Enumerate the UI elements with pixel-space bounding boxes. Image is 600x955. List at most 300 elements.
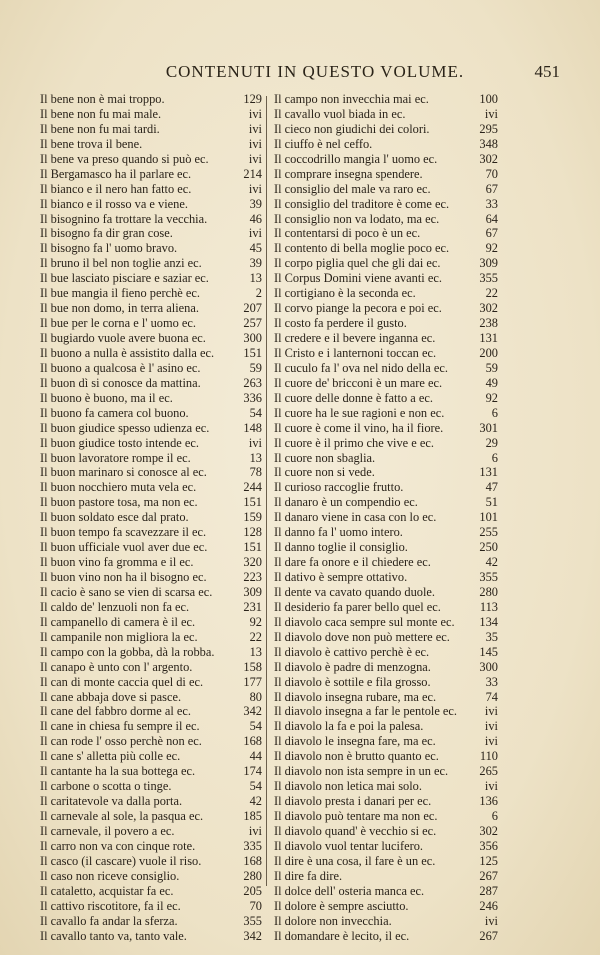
index-entry xyxy=(274,914,498,929)
entry-page-number: ivi xyxy=(248,181,262,196)
entry-text: Il diavolo non letica mai solo. xyxy=(274,779,422,794)
index-entry xyxy=(274,301,498,316)
entry-text: Il buon nocchiero muta vela ec. xyxy=(40,480,197,495)
entry-page-number: ivi xyxy=(248,226,262,241)
entry-text: Il cuore è come il vino, ha il fiore. xyxy=(274,420,444,435)
entry-text: Il cavallo vuol biada in ec. xyxy=(274,106,406,121)
entry-page-number: 151 xyxy=(243,540,262,555)
entry-page-number: 45 xyxy=(249,241,262,256)
index-entry xyxy=(274,152,498,167)
index-entry xyxy=(274,899,498,914)
index-entry xyxy=(274,436,498,451)
entry-page-number: 13 xyxy=(249,271,262,286)
entry-page-number: 159 xyxy=(243,510,262,525)
entry-text: Il cacio è sano se vien di scarsa ec. xyxy=(40,584,213,599)
running-title: CONTENUTI IN QUESTO VOLUME. xyxy=(165,62,465,81)
index-entry xyxy=(40,167,262,182)
entry-text: Il caldo de' lenzuoli non fa ec. xyxy=(40,599,190,614)
index-entry xyxy=(40,809,262,824)
entry-page-number: 302 xyxy=(479,151,498,166)
entry-text: Il diavolo la fa e poi la palesa. xyxy=(274,719,424,734)
entry-page-number: 255 xyxy=(479,525,498,540)
page-header xyxy=(40,62,560,84)
index-entry xyxy=(274,719,498,734)
index-entry xyxy=(40,122,262,137)
entry-page-number: 92 xyxy=(485,390,498,405)
entry-text: Il campo non invecchia mai ec. xyxy=(274,92,429,106)
entry-text: Il diavolo caca sempre sul monte ec. xyxy=(274,614,455,629)
index-entry xyxy=(274,570,498,585)
index-entry xyxy=(274,869,498,884)
entry-page-number: 348 xyxy=(479,136,498,151)
entry-text: Il buon giudice tosto intende ec. xyxy=(40,435,199,450)
index-entry xyxy=(274,212,498,227)
entry-page-number: 355 xyxy=(243,913,262,928)
entry-page-number: 54 xyxy=(249,719,262,734)
entry-text: Il bue lasciato pisciare e saziar ec. xyxy=(40,271,209,286)
index-entry xyxy=(40,540,262,555)
entry-page-number: 110 xyxy=(479,749,498,764)
entry-text: Il cantante ha la sua bottega ec. xyxy=(40,764,196,779)
entry-text: Il buono a qualcosa è l' asino ec. xyxy=(40,360,201,375)
entry-page-number: 356 xyxy=(479,838,498,853)
index-entry xyxy=(274,361,498,376)
index-entry xyxy=(40,346,262,361)
entry-text: Il corvo piange la pecora e poi ec. xyxy=(274,301,442,316)
entry-text: Il dolce dell' osteria manca ec. xyxy=(274,883,425,898)
entry-page-number: 223 xyxy=(243,570,262,584)
index-entry xyxy=(274,525,498,540)
index-entry xyxy=(274,510,498,525)
entry-text: Il cavallo tanto va, tanto vale. xyxy=(40,928,187,943)
entry-page-number: 336 xyxy=(243,390,262,405)
entry-page-number: 280 xyxy=(479,584,498,599)
entry-text: Il cattivo riscotitore, fa il ec. xyxy=(40,898,181,913)
index-entry xyxy=(274,630,498,645)
entry-page-number: 70 xyxy=(249,898,262,913)
index-entry xyxy=(40,749,262,764)
entry-text: Il diavolo è padre di menzogna. xyxy=(274,659,431,674)
index-entry xyxy=(40,465,262,480)
entry-text: Il bene trova il bene. xyxy=(40,136,143,151)
entry-text: Il buon lavoratore rompe il ec. xyxy=(40,450,191,465)
entry-page-number: 78 xyxy=(249,465,262,480)
entry-text: Il dire fa dire. xyxy=(274,868,343,883)
index-entry xyxy=(274,241,498,256)
index-entry xyxy=(274,182,498,197)
entry-page-number: 22 xyxy=(485,286,498,301)
entry-text: Il canapo è unto con l' argento. xyxy=(40,659,193,674)
entry-text: Il curioso raccoglie frutto. xyxy=(274,480,404,495)
index-entry xyxy=(40,361,262,376)
index-entry xyxy=(274,884,498,899)
entry-text: Il diavolo insegna rubare, ma ec. xyxy=(274,689,437,704)
index-entry xyxy=(40,107,262,122)
index-entry xyxy=(274,734,498,749)
page-number: 451 xyxy=(534,62,560,81)
index-entry xyxy=(40,869,262,884)
entry-page-number: 207 xyxy=(243,301,262,316)
index-entry xyxy=(274,645,498,660)
entry-text: Il diavolo le insegna fare, ma ec. xyxy=(274,734,436,749)
entry-text: Il cieco non giudichi dei colori. xyxy=(274,121,430,136)
entry-text: Il bisognino fa trottare la vecchia. xyxy=(40,211,208,226)
entry-text: Il costo fa perdere il gusto. xyxy=(274,316,407,331)
index-entry xyxy=(274,824,498,839)
index-entry xyxy=(40,495,262,510)
entry-text: Il desiderio fa parer bello quel ec. xyxy=(274,599,441,614)
entry-text: Il cuore ha le sue ragioni e non ec. xyxy=(274,405,445,420)
index-entry xyxy=(274,92,498,107)
entry-page-number: 267 xyxy=(479,928,498,943)
entry-text: Il bue per le corna e l' uomo ec. xyxy=(40,316,197,331)
index-entry xyxy=(274,376,498,391)
entry-page-number: ivi xyxy=(248,136,262,151)
entry-page-number: 158 xyxy=(243,659,262,674)
entry-page-number: 39 xyxy=(249,196,262,211)
index-entry xyxy=(40,137,262,152)
index-entry xyxy=(40,301,262,316)
entry-page-number: 49 xyxy=(485,375,498,390)
index-entry xyxy=(40,406,262,421)
entry-page-number: ivi xyxy=(248,151,262,166)
entry-page-number: ivi xyxy=(484,779,498,794)
entry-page-number: 257 xyxy=(243,316,262,331)
index-entry xyxy=(274,391,498,406)
entry-text: Il cavallo fa andar la sferza. xyxy=(40,913,178,928)
entry-text: Il bene va preso quando si può ec. xyxy=(40,151,209,166)
entry-page-number: 42 xyxy=(249,794,262,809)
entry-page-number: 302 xyxy=(479,301,498,316)
index-entry xyxy=(274,704,498,719)
entry-page-number: 2 xyxy=(255,286,262,301)
entry-page-number: 59 xyxy=(485,360,498,375)
index-entry xyxy=(274,615,498,630)
index-entry xyxy=(40,182,262,197)
index-entry xyxy=(40,779,262,794)
entry-text: Il ciuffo è nel ceffo. xyxy=(274,136,373,151)
index-entry xyxy=(40,480,262,495)
entry-page-number: ivi xyxy=(484,704,498,719)
entry-text: Il Bergamasco ha il parlare ec. xyxy=(40,166,192,181)
entry-text: Il cane s' alletta più colle ec. xyxy=(40,749,181,764)
index-entry xyxy=(274,779,498,794)
index-entry xyxy=(274,809,498,824)
entry-text: Il cuore non si vede. xyxy=(274,465,375,480)
entry-text: Il cane in chiesa fu sempre il ec. xyxy=(40,719,200,734)
entry-page-number: 168 xyxy=(243,853,262,868)
index-entry xyxy=(40,391,262,406)
entry-text: Il Corpus Domini viene avanti ec. xyxy=(274,271,442,286)
index-entry xyxy=(40,645,262,660)
entry-page-number: 101 xyxy=(479,510,498,525)
entry-page-number: 148 xyxy=(243,420,262,435)
entry-page-number: 33 xyxy=(485,196,498,211)
entry-page-number: 6 xyxy=(491,450,498,465)
entry-page-number: 168 xyxy=(243,734,262,749)
entry-text: Il Cristo e i lanternoni toccan ec. xyxy=(274,345,437,360)
index-entry xyxy=(40,241,262,256)
entry-text: Il buon pastore tosa, ma non ec. xyxy=(40,495,198,510)
left-column xyxy=(40,92,262,943)
entry-page-number: 70 xyxy=(485,166,498,181)
index-entry xyxy=(40,256,262,271)
index-entry xyxy=(274,675,498,690)
index-entry xyxy=(274,406,498,421)
entry-text: Il contentarsi di poco è un ec. xyxy=(274,226,421,241)
entry-page-number: 13 xyxy=(249,450,262,465)
entry-text: Il buono a nulla è assistito dalla ec. xyxy=(40,345,215,360)
entry-page-number: 46 xyxy=(249,211,262,226)
entry-text: Il cane abbaja dove si pasce. xyxy=(40,689,182,704)
index-entry xyxy=(40,376,262,391)
entry-page-number: 263 xyxy=(243,375,262,390)
entry-page-number: 59 xyxy=(249,360,262,375)
entry-text: Il buon marinaro si conosce al ec. xyxy=(40,465,207,480)
index-entry xyxy=(274,764,498,779)
index-entry xyxy=(274,346,498,361)
entry-text: Il buon giudice spesso udienza ec. xyxy=(40,420,210,435)
index-entry xyxy=(40,197,262,212)
entry-page-number: 355 xyxy=(479,570,498,584)
index-entry xyxy=(40,316,262,331)
entry-page-number: 125 xyxy=(479,853,498,868)
entry-text: Il diavolo può tentare ma non ec. xyxy=(274,809,438,823)
entry-page-number: 295 xyxy=(479,121,498,136)
index-entry xyxy=(40,764,262,779)
entry-text: Il dare fa onore e il chiedere ec. xyxy=(274,555,431,570)
entry-text: Il cuore de' bricconi è un mare ec. xyxy=(274,375,443,390)
index-entry xyxy=(274,690,498,705)
index-entry xyxy=(274,929,498,944)
entry-page-number: 185 xyxy=(243,809,262,823)
entry-page-number: 250 xyxy=(479,540,498,555)
entry-text: Il danno toglie il consiglio. xyxy=(274,540,408,555)
index-entry xyxy=(40,690,262,705)
right-column xyxy=(274,92,498,943)
index-entry xyxy=(40,719,262,734)
entry-text: Il bene non è mai troppo. xyxy=(40,92,165,106)
entry-page-number: ivi xyxy=(248,823,262,838)
index-entry xyxy=(40,451,262,466)
index-entry xyxy=(274,271,498,286)
entry-text: Il coccodrillo mangia l' uomo ec. xyxy=(274,151,438,166)
entry-text: Il cane del fabbro dorme al ec. xyxy=(40,704,192,719)
index-entry xyxy=(40,92,262,107)
index-entry xyxy=(40,884,262,899)
entry-text: Il diavolo vuol tentar lucifero. xyxy=(274,838,423,853)
entry-text: Il comprare insegna spendere. xyxy=(274,166,423,181)
index-entry xyxy=(274,495,498,510)
entry-text: Il diavolo non è brutto quanto ec. xyxy=(274,749,439,764)
entry-page-number: 67 xyxy=(485,181,498,196)
entry-page-number: 128 xyxy=(243,525,262,540)
entry-page-number: 238 xyxy=(479,316,498,331)
index-entry xyxy=(274,854,498,869)
index-entry xyxy=(40,704,262,719)
entry-page-number: 134 xyxy=(479,614,498,629)
entry-page-number: 64 xyxy=(485,211,498,226)
index-entry xyxy=(40,675,262,690)
index-entry xyxy=(274,137,498,152)
index-entry xyxy=(274,421,498,436)
index-entry xyxy=(274,600,498,615)
index-entry xyxy=(274,167,498,182)
entry-page-number: ivi xyxy=(484,106,498,121)
entry-page-number: 200 xyxy=(479,345,498,360)
entry-page-number: 151 xyxy=(243,495,262,510)
entry-page-number: 13 xyxy=(249,644,262,659)
entry-text: Il bisogno fa l' uomo bravo. xyxy=(40,241,178,256)
entry-page-number: 100 xyxy=(479,92,498,106)
entry-page-number: 301 xyxy=(479,420,498,435)
entry-page-number: 280 xyxy=(243,868,262,883)
index-entry xyxy=(40,824,262,839)
index-entry xyxy=(40,286,262,301)
entry-text: Il bugiardo vuole avere buona ec. xyxy=(40,331,206,345)
entry-text: Il buon vino non ha il bisogno ec. xyxy=(40,570,207,584)
entry-text: Il cuore non sbaglia. xyxy=(274,450,376,465)
entry-text: Il carro non va con cinque rote. xyxy=(40,838,196,853)
entry-text: Il caso non riceve consiglio. xyxy=(40,868,180,883)
entry-text: Il caritatevole va dalla porta. xyxy=(40,794,183,809)
entry-page-number: 51 xyxy=(485,495,498,510)
entry-text: Il danno fa l' uomo intero. xyxy=(274,525,403,540)
entry-page-number: 74 xyxy=(485,689,498,704)
entry-page-number: 113 xyxy=(479,599,498,614)
entry-page-number: 151 xyxy=(243,345,262,360)
index-entry xyxy=(274,197,498,212)
entry-page-number: 335 xyxy=(243,838,262,853)
entry-text: Il diavolo non ista sempre in un ec. xyxy=(274,764,449,779)
entry-page-number: 177 xyxy=(243,674,262,689)
entry-page-number: ivi xyxy=(484,734,498,749)
index-entry xyxy=(40,152,262,167)
entry-page-number: 136 xyxy=(479,794,498,809)
entry-page-number: ivi xyxy=(248,106,262,121)
entry-text: Il dolore non invecchia. xyxy=(274,913,392,928)
entry-text: Il carnevale, il povero a ec. xyxy=(40,823,175,838)
entry-page-number: 174 xyxy=(243,764,262,779)
entry-text: Il buon ufficiale vuol aver due ec. xyxy=(40,540,208,555)
entry-page-number: 39 xyxy=(249,256,262,271)
index-entry xyxy=(40,630,262,645)
entry-text: Il bianco e il nero han fatto ec. xyxy=(40,181,192,196)
index-entry xyxy=(274,585,498,600)
index-entry xyxy=(40,600,262,615)
entry-text: Il casco (il cascare) vuole il riso. xyxy=(40,853,202,868)
entry-page-number: 342 xyxy=(243,928,262,943)
entry-text: Il danaro viene in casa con lo ec. xyxy=(274,510,437,525)
index-entry xyxy=(40,570,262,585)
index-entry xyxy=(274,451,498,466)
index-entry xyxy=(40,331,262,346)
index-entry xyxy=(274,839,498,854)
entry-page-number: 22 xyxy=(249,629,262,644)
entry-text: Il domandare è lecito, il ec. xyxy=(274,928,410,943)
entry-text: Il buono fa camera col buono. xyxy=(40,405,189,420)
index-entry xyxy=(274,749,498,764)
entry-text: Il bisogno fa dir gran cose. xyxy=(40,226,173,241)
entry-page-number: 92 xyxy=(485,241,498,256)
entry-text: Il buon tempo fa scavezzare il ec. xyxy=(40,525,207,540)
column-divider xyxy=(266,96,267,886)
entry-page-number: ivi xyxy=(484,719,498,734)
index-entry xyxy=(40,525,262,540)
entry-page-number: 54 xyxy=(249,779,262,794)
index-entry xyxy=(40,914,262,929)
index-columns xyxy=(40,92,572,943)
entry-text: Il danaro è un compendio ec. xyxy=(274,495,418,510)
index-entry xyxy=(274,122,498,137)
entry-page-number: 54 xyxy=(249,405,262,420)
index-entry xyxy=(274,794,498,809)
entry-text: Il bianco e il rosso va e viene. xyxy=(40,196,188,211)
index-entry xyxy=(40,555,262,570)
index-entry xyxy=(274,256,498,271)
entry-page-number: 92 xyxy=(249,614,262,629)
entry-page-number: 309 xyxy=(243,584,262,599)
index-entry xyxy=(274,331,498,346)
entry-page-number: 267 xyxy=(479,868,498,883)
entry-text: Il contento di bella moglie poco ec. xyxy=(274,241,450,256)
entry-text: Il bue mangia il fieno perchè ec. xyxy=(40,286,200,301)
entry-text: Il cataletto, acquistar fa ec. xyxy=(40,883,174,898)
entry-page-number: 300 xyxy=(243,331,262,345)
entry-text: Il buon soldato esce dal prato. xyxy=(40,510,189,525)
entry-text: Il cuore è il primo che vive e ec. xyxy=(274,435,434,450)
entry-page-number: 145 xyxy=(479,644,498,659)
index-entry xyxy=(40,854,262,869)
entry-text: Il buon vino fa gromma e il ec. xyxy=(40,555,194,570)
entry-page-number: 131 xyxy=(479,331,498,345)
entry-text: Il cuore delle donne è fatto a ec. xyxy=(274,390,433,405)
entry-text: Il carbone o scotta o tinge. xyxy=(40,779,172,794)
entry-page-number: 309 xyxy=(479,256,498,271)
entry-text: Il diavolo insegna a far le pentole ec. xyxy=(274,704,458,719)
entry-text: Il diavolo quand' è vecchio si ec. xyxy=(274,823,437,838)
entry-page-number: 246 xyxy=(479,898,498,913)
entry-page-number: 287 xyxy=(479,883,498,898)
entry-page-number: 231 xyxy=(243,599,262,614)
entry-page-number: 35 xyxy=(485,629,498,644)
entry-page-number: 355 xyxy=(479,271,498,286)
entry-page-number: 67 xyxy=(485,226,498,241)
entry-text: Il can rode l' osso perchè non ec. xyxy=(40,734,202,749)
entry-text: Il campo con la gobba, dà la robba. xyxy=(40,644,215,659)
entry-page-number: 320 xyxy=(243,555,262,570)
entry-page-number: 342 xyxy=(243,704,262,719)
entry-text: Il diavolo presta i danari per ec. xyxy=(274,794,432,809)
index-entry xyxy=(274,540,498,555)
entry-page-number: 42 xyxy=(485,555,498,570)
entry-text: Il bruno il bel non toglie anzi ec. xyxy=(40,256,202,271)
index-entry xyxy=(40,615,262,630)
index-entry xyxy=(40,421,262,436)
entry-text: Il dente va cavato quando duole. xyxy=(274,584,436,599)
entry-text: Il campanello di camera è il ec. xyxy=(40,614,196,629)
index-entry xyxy=(40,660,262,675)
entry-page-number: ivi xyxy=(248,121,262,136)
entry-text: Il credere e il bevere inganna ec. xyxy=(274,331,436,345)
entry-text: Il bue non domo, in terra aliena. xyxy=(40,301,199,316)
entry-page-number: 214 xyxy=(243,166,262,181)
entry-text: Il buono è buono, ma il ec. xyxy=(40,390,173,405)
entry-text: Il consiglio del traditore è come ec. xyxy=(274,196,450,211)
entry-page-number: 44 xyxy=(249,749,262,764)
entry-text: Il consiglio del male va raro ec. xyxy=(274,181,431,196)
entry-page-number: 6 xyxy=(491,809,498,823)
